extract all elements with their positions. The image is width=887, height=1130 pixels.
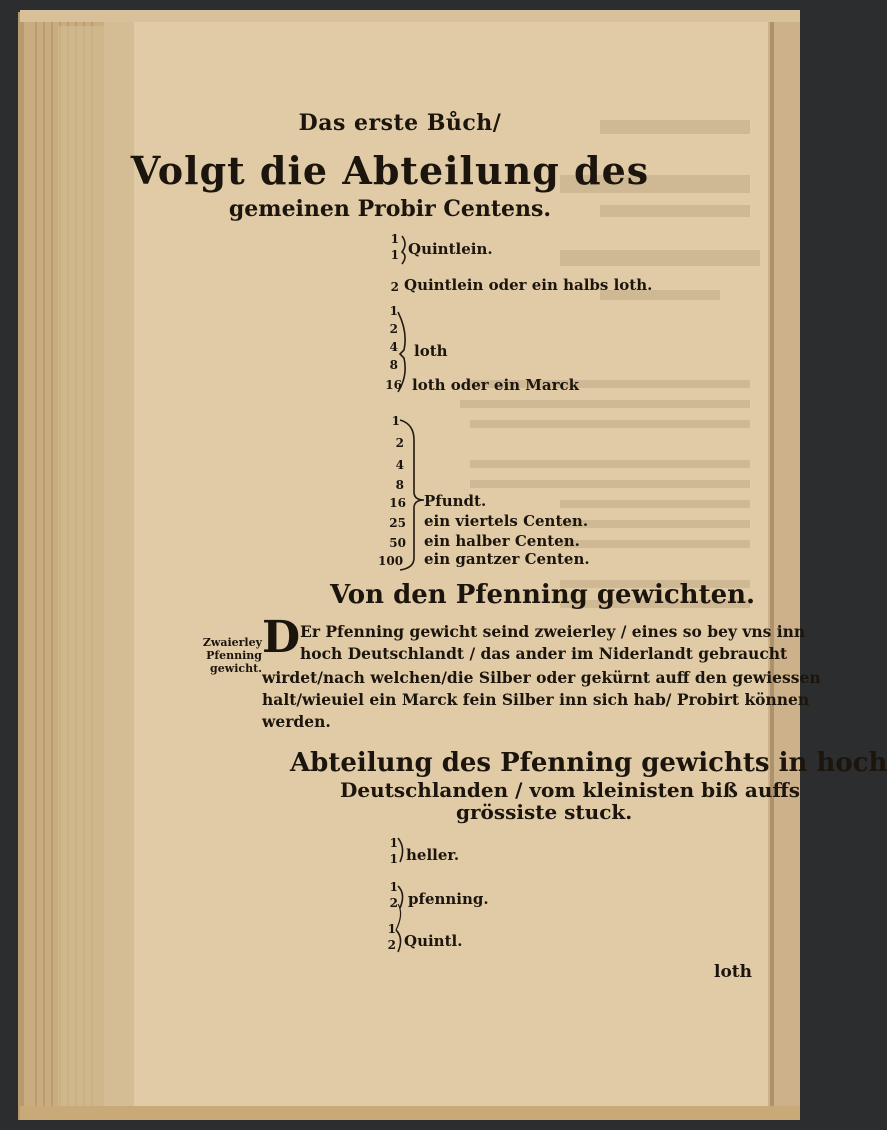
margin-note-line: Zwaierley <box>202 636 262 649</box>
running-head: Das erste Bůch/ <box>298 110 502 136</box>
margin-note-line: Pfenning <box>206 649 262 662</box>
page-subtitle: gemeinen Probir Centens. <box>228 196 552 222</box>
list-number: 1 <box>390 232 399 246</box>
paragraph-line: werden. <box>262 712 331 731</box>
list-item-label: loth oder ein Marck <box>412 376 580 394</box>
list-number: 2 <box>387 938 396 952</box>
list-number: 1 <box>389 852 398 866</box>
list-item-label: pfenning. <box>408 890 489 908</box>
paragraph-line: wirdet/nach welchen/die Silber oder gekürnt auff den gewiessen <box>262 668 821 687</box>
drop-cap: D <box>262 612 301 663</box>
list-number: 2 <box>390 280 399 294</box>
list-number: 4 <box>389 340 398 354</box>
list-number: 4 <box>395 458 404 472</box>
list-item-label: Pfundt. <box>424 492 487 510</box>
list-number: 1 <box>389 880 398 894</box>
list-number: 25 <box>389 516 406 530</box>
list-item-label: ein halber Centen. <box>424 532 580 550</box>
list-number: 2 <box>389 896 398 910</box>
list-number: 2 <box>395 436 404 450</box>
list-number: 1 <box>389 304 398 318</box>
list-item-label: heller. <box>406 846 460 864</box>
list-number: 1 <box>387 922 396 936</box>
list-item-label: ein viertels Centen. <box>424 512 589 530</box>
section-heading-2: Abteilung des Pfenning gewichts in hoch <box>290 748 887 778</box>
list-number: 1 <box>389 836 398 850</box>
list-number: 100 <box>378 554 404 568</box>
list-number: 1 <box>391 414 400 428</box>
catchword: loth <box>714 962 753 982</box>
list-number: 1 <box>390 248 399 262</box>
list-number: 16 <box>385 378 402 392</box>
list-number: 16 <box>389 496 406 510</box>
list-item-label: Quintlein oder ein halbs loth. <box>404 276 653 294</box>
paragraph-line: hoch Deutschlandt / das ander im Niderlandt gebraucht <box>300 644 788 663</box>
paragraph-line: Er Pfenning gewicht seind zweierley / eines so bey vns inn <box>300 622 806 641</box>
list-number: 50 <box>389 536 406 550</box>
list-item-label: Quintlein. <box>408 240 493 258</box>
paragraph-line: halt/wieuiel ein Marck fein Silber inn sich hab/ Probirt können <box>262 690 810 709</box>
list-item-label: Quintl. <box>404 932 463 950</box>
list-number: 2 <box>389 322 398 336</box>
section-heading: Von den Pfenning gewichten. <box>330 580 756 610</box>
list-item-label: ein gantzer Centen. <box>424 550 590 568</box>
section-heading-2-line: Deutschlanden / vom kleinisten biß auffs <box>340 778 801 802</box>
list-number: 8 <box>395 478 404 492</box>
list-number: 8 <box>389 358 398 372</box>
margin-note-line: gewicht. <box>210 662 262 675</box>
margin-note <box>180 636 262 675</box>
page-title: Volgt die Abteilung des <box>130 148 650 193</box>
brace-label: loth <box>414 342 448 360</box>
section-heading-2-line: grössiste stuck. <box>456 800 633 824</box>
